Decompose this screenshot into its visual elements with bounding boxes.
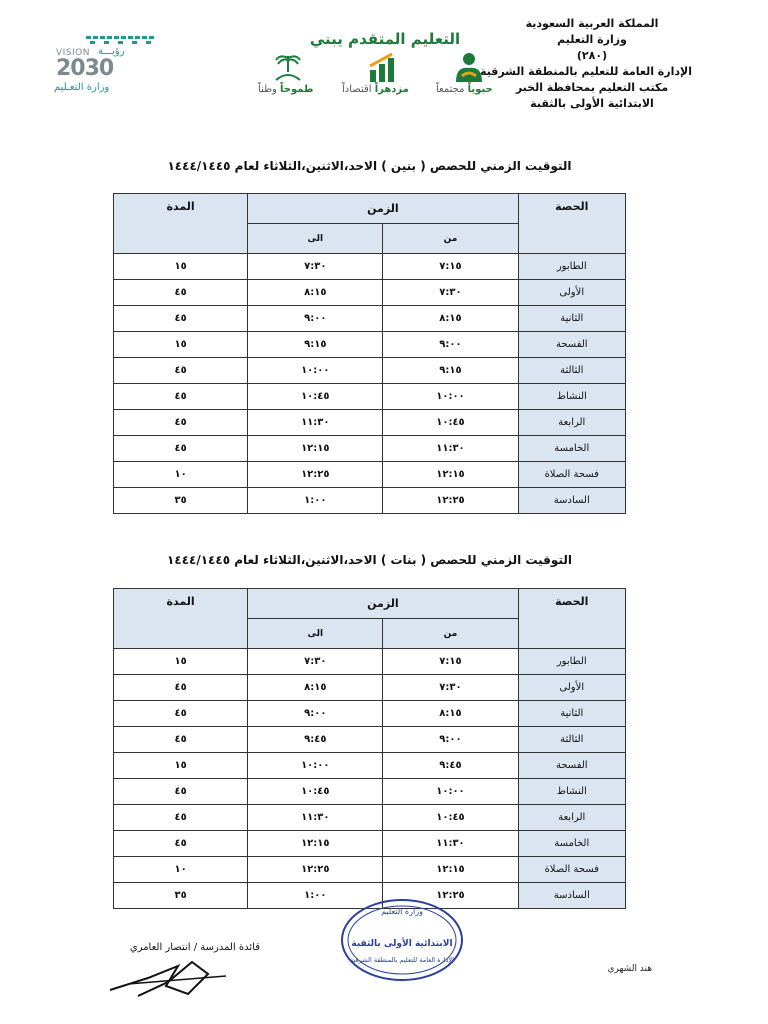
period-cell: فسحة الصلاة <box>518 462 625 488</box>
duration-cell: ١٥ <box>114 332 248 358</box>
girls-schedule-title: التوقيت الزمني للحصص ( بنات ) الاحد،الاثنين،الثلاثاء لعام ١٤٤٤/١٤٤٥ <box>167 553 572 567</box>
education-slogan-logo <box>240 30 530 102</box>
table-row <box>114 649 626 675</box>
header-from: من <box>383 224 518 254</box>
header-period: الحصة <box>518 194 625 254</box>
boys-schedule-title: التوقيت الزمني للحصص ( بنين ) الاحد،الاثنين،الثلاثاء لعام ١٤٤٤/١٤٤٥ <box>167 159 572 173</box>
from-cell: ٧:٣٠ <box>383 675 518 701</box>
from-cell: ١٠:٠٠ <box>383 779 518 805</box>
table-row <box>114 280 626 306</box>
table-row <box>114 779 626 805</box>
vision-word: VISION <box>56 48 90 58</box>
table-row <box>114 857 626 883</box>
table-row <box>114 332 626 358</box>
boys-schedule-table <box>113 193 626 514</box>
from-cell: ٩:٠٠ <box>383 332 518 358</box>
period-cell: الثانية <box>518 701 625 727</box>
from-cell: ١٠:٠٠ <box>383 384 518 410</box>
slogan-item-normal: مجتمعاً <box>436 84 465 95</box>
table-row <box>114 436 626 462</box>
stamp-line: الإدارة العامة للتعليم بالمنطقة الشرقية <box>350 956 454 964</box>
slogan-item-normal: اقتصاداً <box>342 84 372 95</box>
table-row <box>114 488 626 514</box>
table-row <box>114 410 626 436</box>
period-cell: فسحة الصلاة <box>518 857 625 883</box>
duration-cell: ٤٥ <box>114 727 248 753</box>
period-cell: النشاط <box>518 384 625 410</box>
community-icon <box>452 52 486 84</box>
period-cell: الأولى <box>518 675 625 701</box>
header-time: الزمن <box>248 194 518 224</box>
to-cell: ٩:١٥ <box>248 332 383 358</box>
table-row <box>114 805 626 831</box>
period-cell: الرابعة <box>518 805 625 831</box>
period-cell: السادسة <box>518 488 625 514</box>
from-cell: ٩:١٥ <box>383 358 518 384</box>
duration-cell: ١٠ <box>114 857 248 883</box>
from-cell: ١٢:٢٥ <box>383 883 518 909</box>
duration-cell: ٤٥ <box>114 675 248 701</box>
to-cell: ١٢:١٥ <box>248 831 383 857</box>
table-row <box>114 254 626 280</box>
girls-schedule-table <box>113 588 626 909</box>
from-cell: ١٠:٤٥ <box>383 410 518 436</box>
stamp-line: الابتدائية الأولى بالثقبة <box>351 939 453 949</box>
duration-cell: ١٥ <box>114 753 248 779</box>
period-cell: الخامسة <box>518 436 625 462</box>
period-cell: الطابور <box>518 254 625 280</box>
period-cell: الثانية <box>518 306 625 332</box>
slogan-item-bold: طموحاً <box>280 84 314 95</box>
to-cell: ١٢:١٥ <box>248 436 383 462</box>
period-cell: الطابور <box>518 649 625 675</box>
vision-2030-logo <box>50 34 160 96</box>
to-cell: ١:٠٠ <box>248 488 383 514</box>
period-cell: الخامسة <box>518 831 625 857</box>
duration-cell: ٤٥ <box>114 384 248 410</box>
to-cell: ١١:٣٠ <box>248 805 383 831</box>
header-duration: المدة <box>114 589 248 649</box>
duration-cell: ٣٥ <box>114 883 248 909</box>
slogan-item-society <box>436 84 493 95</box>
table-row <box>114 306 626 332</box>
to-cell: ١٠:٤٥ <box>248 779 383 805</box>
to-cell: ١٠:٠٠ <box>248 358 383 384</box>
header-to: الى <box>248 619 383 649</box>
table-row <box>114 675 626 701</box>
table-row <box>114 384 626 410</box>
from-cell: ١٠:٤٥ <box>383 805 518 831</box>
slogan-item-bold: حيوياً <box>467 84 493 95</box>
table-row <box>114 753 626 779</box>
school-stamp <box>338 896 466 984</box>
period-cell: الثالثة <box>518 358 625 384</box>
duration-cell: ١٠ <box>114 462 248 488</box>
header-from: من <box>383 619 518 649</box>
to-cell: ٩:٤٥ <box>248 727 383 753</box>
to-cell: ١٠:٤٥ <box>248 384 383 410</box>
slogan-item-bold: مزدهراً <box>374 84 409 95</box>
to-cell: ١١:٣٠ <box>248 410 383 436</box>
period-cell: الفسحة <box>518 332 625 358</box>
table-row <box>114 701 626 727</box>
header-line: الابتدائية الأولى بالثقبة <box>530 97 654 110</box>
to-cell: ٧:٣٠ <box>248 649 383 675</box>
to-cell: ٩:٠٠ <box>248 306 383 332</box>
table-row <box>114 727 626 753</box>
from-cell: ١١:٣٠ <box>383 831 518 857</box>
to-cell: ١٠:٠٠ <box>248 753 383 779</box>
from-cell: ٨:١٥ <box>383 306 518 332</box>
vision-arabic-top: رؤيـــة <box>98 46 125 57</box>
to-cell: ١:٠٠ <box>248 883 383 909</box>
header-line: المملكة العربية السعودية <box>525 17 659 30</box>
duration-cell: ٣٥ <box>114 488 248 514</box>
table-row <box>114 358 626 384</box>
duration-cell: ٤٥ <box>114 358 248 384</box>
from-cell: ٧:١٥ <box>383 649 518 675</box>
slogan-item-nation <box>258 84 313 95</box>
to-cell: ١٢:٢٥ <box>248 857 383 883</box>
duration-cell: ٤٥ <box>114 805 248 831</box>
to-cell: ٩:٠٠ <box>248 701 383 727</box>
duration-cell: ٤٥ <box>114 436 248 462</box>
header-to: الى <box>248 224 383 254</box>
duration-cell: ٤٥ <box>114 831 248 857</box>
growth-chart-icon <box>368 52 402 84</box>
header-line: (٢٨٠) <box>576 49 608 62</box>
table-row <box>114 831 626 857</box>
to-cell: ٧:٣٠ <box>248 254 383 280</box>
from-cell: ١٢:٢٥ <box>383 488 518 514</box>
slogan-item-economy <box>342 84 409 95</box>
signature <box>108 956 228 998</box>
from-cell: ٨:١٥ <box>383 701 518 727</box>
header-duration: المدة <box>114 194 248 254</box>
period-cell: الفسحة <box>518 753 625 779</box>
from-cell: ٧:٣٠ <box>383 280 518 306</box>
duration-cell: ٤٥ <box>114 701 248 727</box>
period-cell: الأولى <box>518 280 625 306</box>
stamp-line: وزارة التعليم <box>381 907 423 916</box>
duration-cell: ٤٥ <box>114 280 248 306</box>
slogan-title: التعليم المتقدم يبني <box>309 30 461 48</box>
duration-cell: ٤٥ <box>114 779 248 805</box>
from-cell: ٩:٤٥ <box>383 753 518 779</box>
vision-arabic-bottom: وزارة التعـليم <box>54 82 110 93</box>
principal-name: قائدة المدرسة / انتصار العامري <box>129 942 260 953</box>
period-cell: النشاط <box>518 779 625 805</box>
period-cell: الثالثة <box>518 727 625 753</box>
to-cell: ٨:١٥ <box>248 675 383 701</box>
duration-cell: ١٥ <box>114 254 248 280</box>
duration-cell: ٤٥ <box>114 306 248 332</box>
duration-cell: ٤٥ <box>114 410 248 436</box>
table-row <box>114 462 626 488</box>
from-cell: ١٢:١٥ <box>383 462 518 488</box>
from-cell: ٩:٠٠ <box>383 727 518 753</box>
from-cell: ٧:١٥ <box>383 254 518 280</box>
vision-number: 2030 <box>56 56 114 81</box>
to-cell: ٨:١٥ <box>248 280 383 306</box>
period-cell: السادسة <box>518 883 625 909</box>
duration-cell: ١٥ <box>114 649 248 675</box>
from-cell: ١١:٣٠ <box>383 436 518 462</box>
period-cell: الرابعة <box>518 410 625 436</box>
from-cell: ١٢:١٥ <box>383 857 518 883</box>
header-line: مكتب التعليم بمحافظة الخبر <box>515 81 669 94</box>
header-time: الزمن <box>248 589 518 619</box>
palm-swords-icon <box>268 52 308 84</box>
header-line: الإدارة العامة للتعليم بالمنطقة الشرقية <box>479 65 692 78</box>
writer-name: هند الشهري <box>607 964 652 974</box>
header-line: وزارة التعليم <box>557 33 627 46</box>
slogan-item-normal: وطناً <box>258 84 277 95</box>
header-period: الحصة <box>518 589 625 649</box>
to-cell: ١٢:٢٥ <box>248 462 383 488</box>
